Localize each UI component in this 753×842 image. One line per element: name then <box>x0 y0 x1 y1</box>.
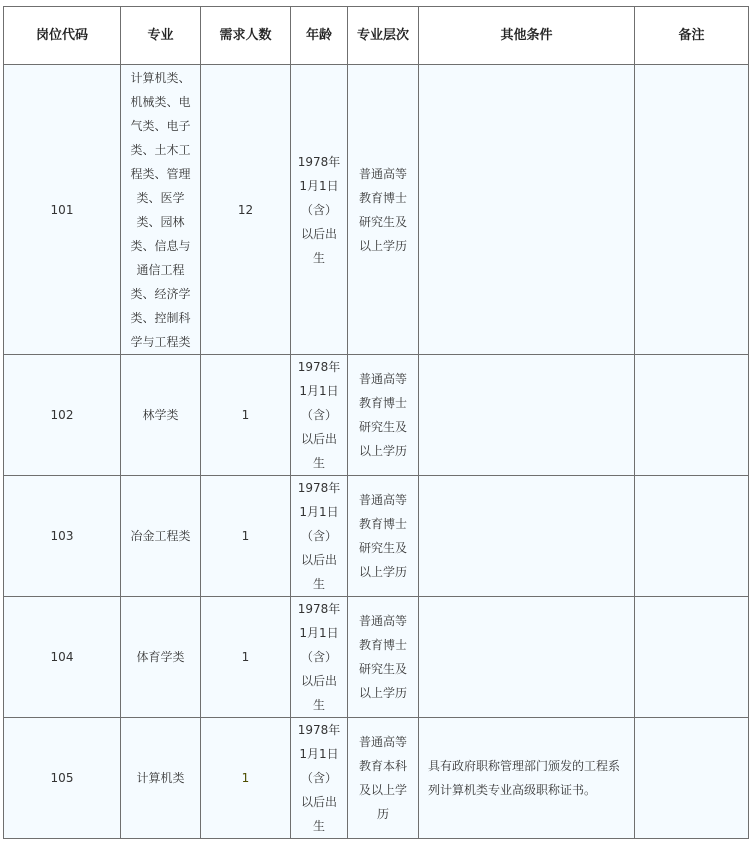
cell-education-level: 普通高等教育博士研究生及以上学历 <box>348 65 419 355</box>
cell-major: 计算机类、机械类、电气类、电子类、土木工程类、管理类、医学类、园林类、信息与通信工程类、经济学类、控制科学与工程类 <box>121 65 201 355</box>
table-row <box>4 355 749 476</box>
cell-headcount: 1 <box>201 718 291 839</box>
header-headcount: 需求人数 <box>201 7 291 65</box>
table-row <box>4 65 749 355</box>
table-row <box>4 718 749 839</box>
cell-other-conditions <box>419 355 635 476</box>
table-row <box>4 476 749 597</box>
cell-major: 计算机类 <box>121 718 201 839</box>
cell-position-code: 103 <box>4 476 121 597</box>
table-header-row <box>4 7 749 65</box>
cell-remarks <box>635 65 749 355</box>
cell-other-conditions <box>419 476 635 597</box>
header-position-code: 岗位代码 <box>4 7 121 65</box>
cell-age: 1978年1月1日（含）以后出生 <box>291 597 348 718</box>
cell-major: 冶金工程类 <box>121 476 201 597</box>
header-remarks: 备注 <box>635 7 749 65</box>
cell-education-level: 普通高等教育博士研究生及以上学历 <box>348 476 419 597</box>
table-row <box>4 597 749 718</box>
cell-age: 1978年1月1日（含）以后出生 <box>291 355 348 476</box>
cell-headcount: 1 <box>201 355 291 476</box>
cell-age: 1978年1月1日（含）以后出生 <box>291 65 348 355</box>
cell-education-level: 普通高等教育博士研究生及以上学历 <box>348 355 419 476</box>
header-major: 专业 <box>121 7 201 65</box>
header-age: 年龄 <box>291 7 348 65</box>
cell-position-code: 102 <box>4 355 121 476</box>
cell-major: 林学类 <box>121 355 201 476</box>
cell-major: 体育学类 <box>121 597 201 718</box>
header-other-conditions: 其他条件 <box>419 7 635 65</box>
cell-headcount: 1 <box>201 476 291 597</box>
cell-headcount: 12 <box>201 65 291 355</box>
cell-age: 1978年1月1日（含）以后出生 <box>291 476 348 597</box>
job-table-container <box>3 6 749 839</box>
cell-other-conditions <box>419 597 635 718</box>
cell-education-level: 普通高等教育博士研究生及以上学历 <box>348 597 419 718</box>
header-education-level: 专业层次 <box>348 7 419 65</box>
cell-remarks <box>635 476 749 597</box>
cell-age: 1978年1月1日（含）以后出生 <box>291 718 348 839</box>
cell-remarks <box>635 355 749 476</box>
cell-education-level: 普通高等教育本科及以上学历 <box>348 718 419 839</box>
cell-headcount: 1 <box>201 597 291 718</box>
cell-other-conditions <box>419 65 635 355</box>
cell-position-code: 104 <box>4 597 121 718</box>
cell-remarks <box>635 718 749 839</box>
job-requirements-table <box>3 6 749 839</box>
cell-remarks <box>635 597 749 718</box>
cell-position-code: 101 <box>4 65 121 355</box>
cell-position-code: 105 <box>4 718 121 839</box>
cell-other-conditions: 具有政府职称管理部门颁发的工程系列计算机类专业高级职称证书。 <box>419 718 635 839</box>
